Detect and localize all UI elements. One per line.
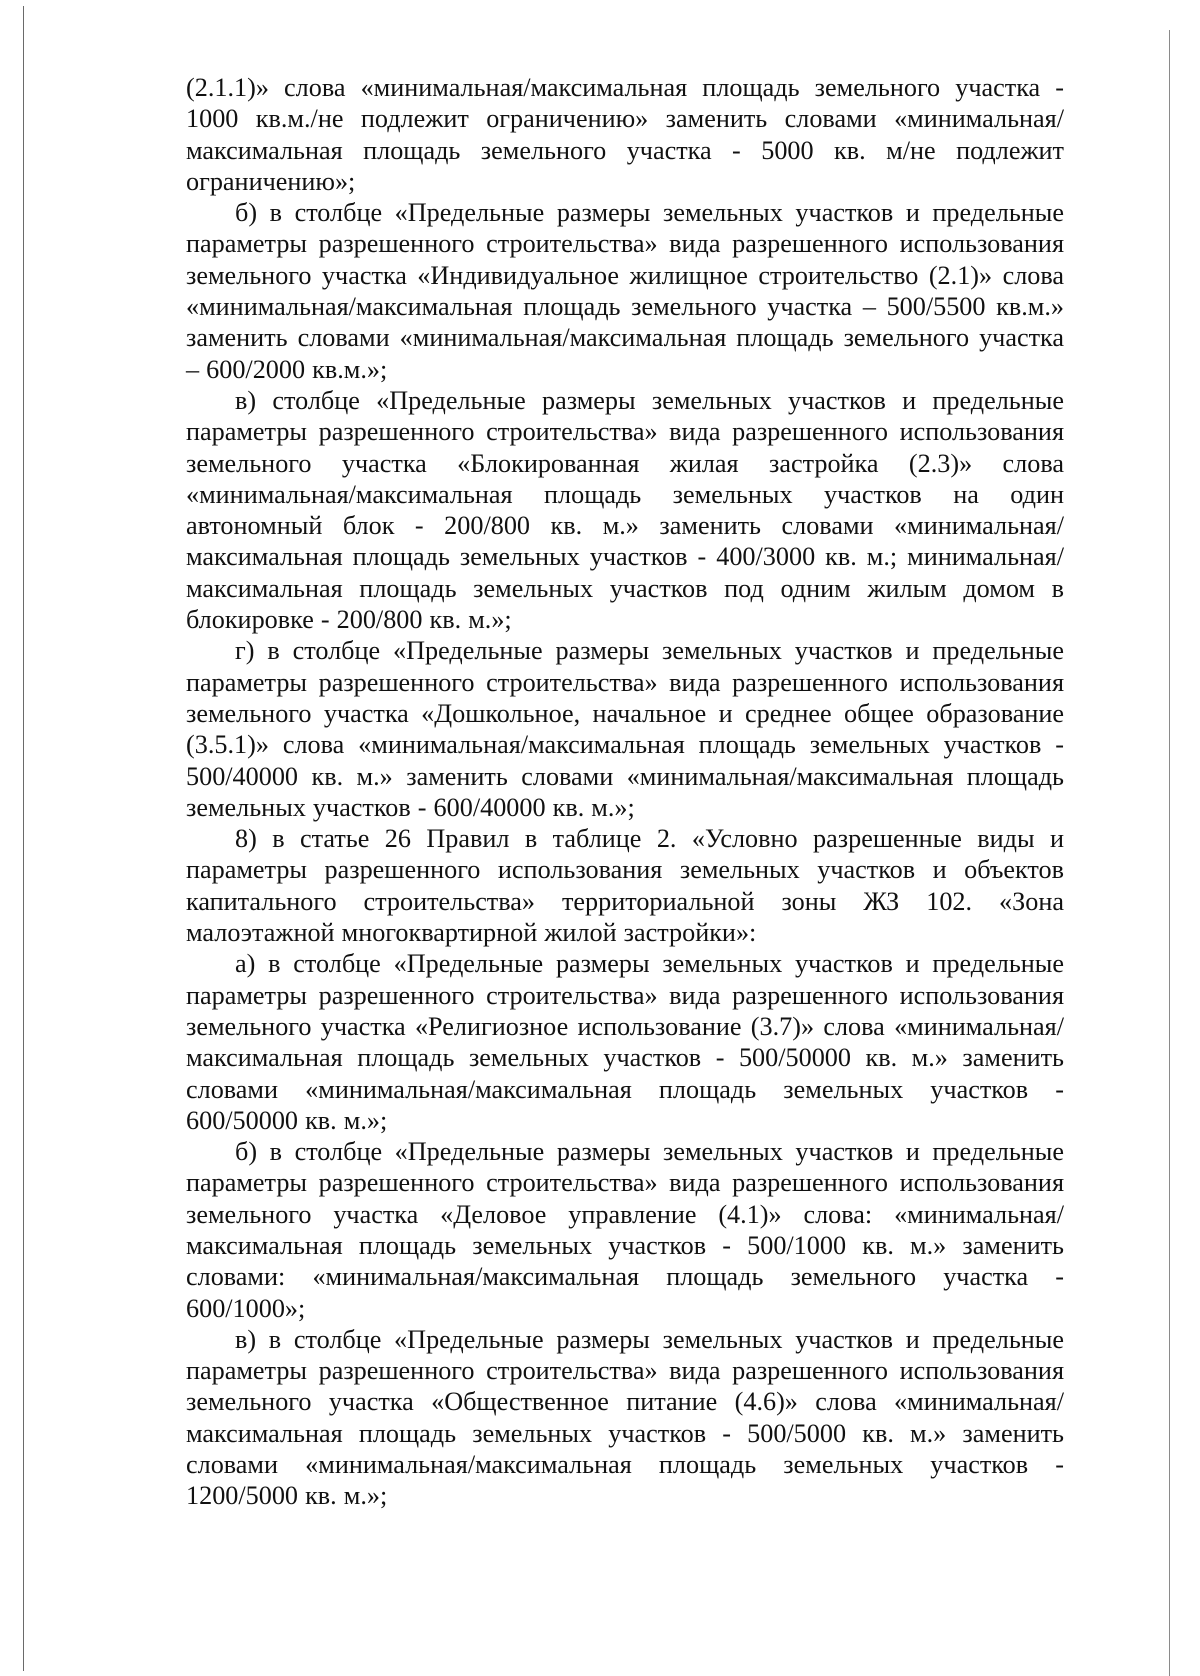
- paragraph-v-public-catering: в) в столбце «Предельные размеры земельных участков и предельные параметры разрешенного строительства» вида разрешенного использования земельного участка «Общественное питание (4.6)» слова «минимальная/максимальная площадь земельных участков - 500/5000 кв. м.» заменить словами «минимальная/максимальная площадь земельных участков - 1200/5000 кв. м.»;: [186, 1324, 1064, 1511]
- scan-edge-right: [1169, 30, 1170, 1676]
- paragraph-g-education: г) в столбце «Предельные размеры земельных участков и предельные параметры разрешенного строительства» вида разрешенного использования земельного участка «Дошкольное, начальное и среднее общее образование (3.5.1)» слова «минимальная/максимальная площадь земельных участков - 500/40000 кв. м.» заменить словами «минимальная/максимальная площадь земельных участков - 600/40000 кв. м.»;: [186, 636, 1064, 822]
- paragraph-a-religious-use: а) в столбце «Предельные размеры земельных участков и предельные параметры разрешенного строительства» вида разрешенного использования земельного участка «Религиозное использование (3.7)» слова «минимальная/максимальная площадь земельных участков - 500/50000 кв. м.» заменить словами «минимальная/максимальная площадь земельных участков - 600/50000 кв. м.»;: [186, 949, 1064, 1135]
- document-page: [186, 72, 1064, 1512]
- paragraph-v-blocked-housing: в) столбце «Предельные размеры земельных участков и предельные параметры разрешенного строительства» вида разрешенного использования земельного участка «Блокированная жилая застройка (2.3)» слова «минимальная/максимальная площадь земельных участков на один автономный блок - 200/800 кв. м.» заменить словами «минимальная/максимальная площадь земельных участков - 400/3000 кв. м.; минимальная/максимальная площадь земельных участков под одним жилым домом в блокировке - 200/800 кв. м.»;: [186, 385, 1064, 635]
- paragraph-8-article-26: 8) в статье 26 Правил в таблице 2. «Условно разрешенные виды и параметры разрешенного использования земельных участков и объектов капитального строительства» территориальной зоны ЖЗ 102. «Зона малоэтажной многоквартирной жилой застройки»:: [186, 824, 1064, 948]
- paragraph-continuation: (2.1.1)» слова «минимальная/максимальная площадь земельного участка - 1000 кв.м./не подлежит ограничению» заменить словами «минимальная/максимальная площадь земельного участка - 5000 кв. м/не подлежит ограничению»;: [186, 73, 1064, 196]
- paragraph-b-individual-housing: б) в столбце «Предельные размеры земельных участков и предельные параметры разрешенного строительства» вида разрешенного использования земельного участка «Индивидуальное жилищное строительство (2.1)» слова «минимальная/максимальная площадь земельного участка – 500/5500 кв.м.» заменить словами «минимальная/максимальная площадь земельного участка – 600/2000 кв.м.»;: [186, 198, 1064, 384]
- paragraph-b-business-management: б) в столбце «Предельные размеры земельных участков и предельные параметры разрешенного строительства» вида разрешенного использования земельного участка «Деловое управление (4.1)» слова: «минимальная/максимальная площадь земельных участков - 500/1000 кв. м.» заменить словами: «минимальная/максимальная площадь земельного участка - 600/1000»;: [186, 1137, 1064, 1323]
- scan-edge-left: [23, 6, 24, 1671]
